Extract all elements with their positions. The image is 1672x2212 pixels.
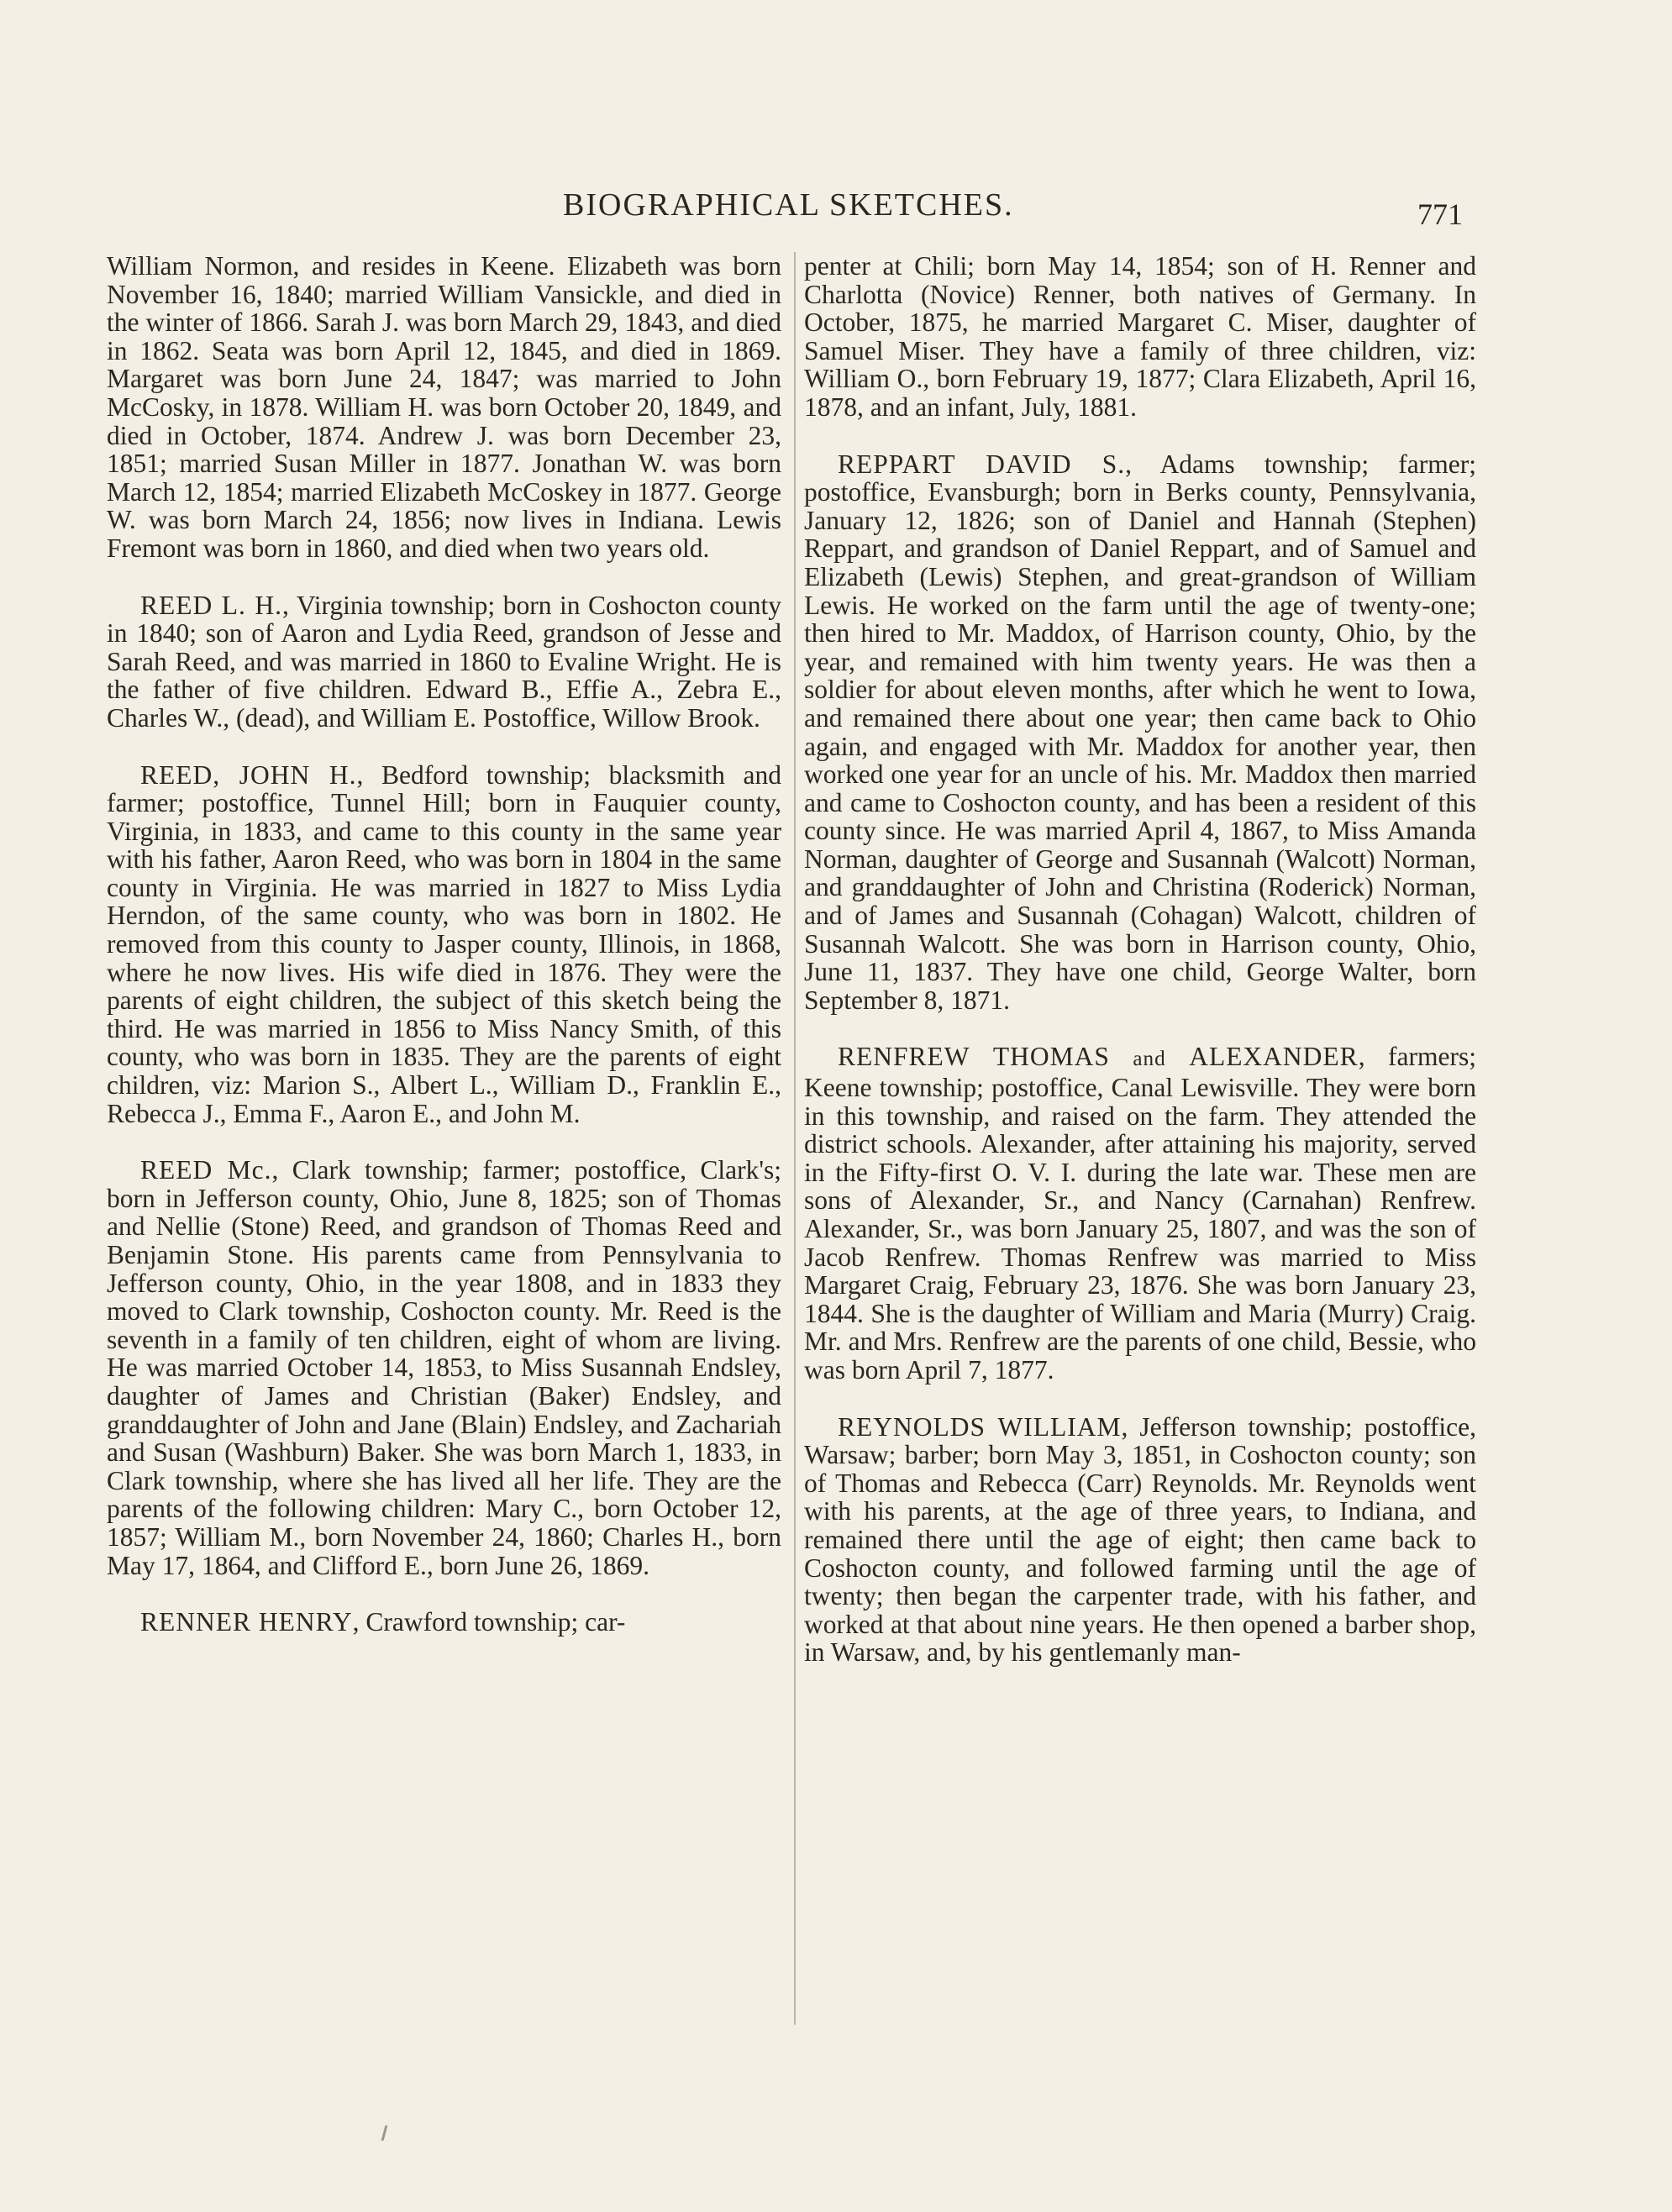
entry-text: , Bedford township; blacksmith and farmer; postoffice, Tunnel Hill; born in Fauquier county, Virginia, in 1833, and came to this county in the same year with his father, Aaron Reed, who was born in 1804 in the same county in Virginia. He was married in 1827 to Miss Lydia Herndon, of the same county, who was born in 1802. He removed from this county to Jasper county, Illinois, in 1868, where he now lives. His wife died in 1876. They were the parents of eight children, the subject of this sketch being the third. He was married in 1856 to Miss Nancy Smith, of this county, who was born in 1835. They are the parents of eight children, viz: Marion S., Albert L., William D., Franklin E., Rebecca J., Emma F., Aaron E., and John M. bbox=[107, 759, 781, 1128]
entry-text: , farmers; Keene township; postoffice, Canal Lewisville. They were born in this township, and raised on the farm. They attended the district schools. Alexander, after attaining his majority, served in the Fifty-first O. V. I. during the late war. These men are sons of Alexander, Sr., and Nancy (Carnahan) Renfrew. Alexander, Sr., was born January 25, 1807, and was the son of Jacob Renfrew. Thomas Renfrew was married to Miss Margaret Craig, February 23, 1876. She was born January 23, 1844. She is the daughter of William and Maria (Murry) Craig. Mr. and Mrs. Renfrew are the parents of one child, Bessie, who was born April 7, 1877. bbox=[804, 1042, 1476, 1384]
page-header bbox=[0, 187, 1672, 237]
running-head: BIOGRAPHICAL SKETCHES. bbox=[563, 187, 1014, 223]
paragraph bbox=[804, 252, 1476, 422]
entry-reed-john-h bbox=[107, 761, 781, 1128]
entry-name: REPPART DAVID S. bbox=[838, 449, 1126, 479]
entry-text: , Virginia township; born in Coshocton county in 1840; son of Aaron and Lydia Reed, grandson of Jesse and Sarah Reed, and was married in 1860 to Evaline Wright. He is the father of five children. Edward B., Effie A., Zebra E., Charles W., (dead), and William E. Postoffice, Willow Brook. bbox=[107, 590, 782, 733]
entry-name: REYNOLDS WILLIAM bbox=[838, 1411, 1122, 1442]
page-number: 771 bbox=[1417, 197, 1463, 231]
paragraph-text: penter at Chili; born May 14, 1854; son of H. Renner and Charlotta (Novice) Renner, both natives of Germany. In October, 1875, he married Margaret C. Miser, daughter of Samuel Miser. They have a family of three children, viz: William O., born February 19, 1877; Clara Elizabeth, April 16, 1878, and an infant, July, 1881. bbox=[804, 251, 1476, 422]
entry-renner-henry bbox=[107, 1608, 781, 1637]
entry-name: REED Mc. bbox=[140, 1155, 272, 1185]
entry-renfrew-thomas-alexander bbox=[804, 1043, 1476, 1384]
right-column bbox=[804, 252, 1476, 1667]
entry-reed-mc bbox=[107, 1156, 781, 1579]
print-mark bbox=[381, 2125, 388, 2141]
left-column bbox=[107, 252, 781, 1637]
entry-text: , Crawford township; car- bbox=[352, 1607, 626, 1637]
entry-name-second: ALEXANDER bbox=[1189, 1042, 1359, 1072]
entry-text: , Clark township; farmer; postoffice, Clark's; born in Jefferson county, Ohio, June 8, 1825; son of Thomas and Nellie (Stone) Reed, and grandson of Thomas Reed and Benjamin Stone. His parents came from Pennsylvania to Jefferson county, Ohio, in the year 1808, and in 1833 they moved to Clark township, Coshocton county. Mr. Reed is the seventh in a family of ten children, eight of whom are living. He was married October 14, 1853, to Miss Susannah Endsley, daughter of James and Christian (Baker) Endsley, and granddaughter of John and Jane (Blain) Endsley, and Zachariah and Susan (Washburn) Baker. She was born March 1, 1833, in Clark township, where she has lived all her life. They are the parents of the following children: Mary C., born October 12, 1857; William M., born November 24, 1860; Charles H., born May 17, 1864, and Clifford E., born June 26, 1869. bbox=[107, 1155, 781, 1580]
entry-text: , Adams township; farmer; postoffice, Evansburgh; born in Berks county, Pennsylvania, January 12, 1826; son of Daniel and Hannah (Stephen) Reppart, and grandson of Daniel Reppart, and of Samuel and Elizabeth (Lewis) Stephen, and great-grandson of William Lewis. He worked on the farm until the age of twenty-one; then hired to Mr. Maddox, of Harrison county, Ohio, by the year, and remained with him twenty years. He was then a soldier for about eleven months, after which he went to Iowa, and remained there about one year; then came back to Ohio again, and engaged with Mr. Maddox for another year, then worked one year for an uncle of his. Mr. Maddox then married and came to Coshocton county, and has been a resident of this county since. He was married April 4, 1867, to Miss Amanda Norman, daughter of George and Susannah (Walcott) Norman, and granddaughter of John and Christina (Roderick) Norman, and of James and Susannah (Cohagan) Walcott, children of Susannah Walcott. She was born in Harrison county, Ohio, June 11, 1837. They have one child, George Walter, born September 8, 1871. bbox=[804, 449, 1476, 1015]
entry-reynolds-william bbox=[804, 1413, 1476, 1667]
entry-name: REED, JOHN H. bbox=[140, 759, 357, 790]
column-divider bbox=[794, 252, 796, 2025]
entry-name: RENNER HENRY bbox=[140, 1607, 353, 1637]
entry-name: REED L. H. bbox=[140, 590, 283, 620]
paragraph-text: William Normon, and resides in Keene. Elizabeth was born November 16, 1840; married William Vansickle, and died in the winter of 1866. Sarah J. was born March 29, 1843, and died in 1862. Seata was born April 12, 1845, and died in 1869. Margaret was born June 24, 1847; was married to John McCosky, in 1878. William H. was born October 20, 1849, and died in October, 1874. Andrew J. was born December 23, 1851; married Susan Miller in 1877. Jonathan W. was born March 12, 1854; married Elizabeth McCoskey in 1877. George W. was born March 24, 1856; now lives in Indiana. Lewis Fremont was born in 1860, and died when two years old. bbox=[107, 251, 781, 563]
paragraph bbox=[107, 252, 781, 563]
entry-reed-l-h bbox=[107, 591, 781, 733]
entry-name-joiner: and bbox=[1133, 1048, 1166, 1071]
entry-name: RENFREW THOMAS bbox=[838, 1042, 1110, 1072]
entry-reppart-david-s bbox=[804, 450, 1476, 1015]
entry-text: , Jefferson township; postoffice, Warsaw; barber; born May 3, 1851, in Coshocton county; son of Thomas and Rebecca (Carr) Reynolds. Mr. Reynolds went with his parents, at the age of three years, to Indiana, and remained there until the age of eight; then came back to Coshocton county, and followed farming until the age of twenty; then began the carpenter trade, with his father, and worked at that about nine years. He then opened a barber shop, in Warsaw, and, by his gentlemanly man- bbox=[804, 1411, 1476, 1668]
